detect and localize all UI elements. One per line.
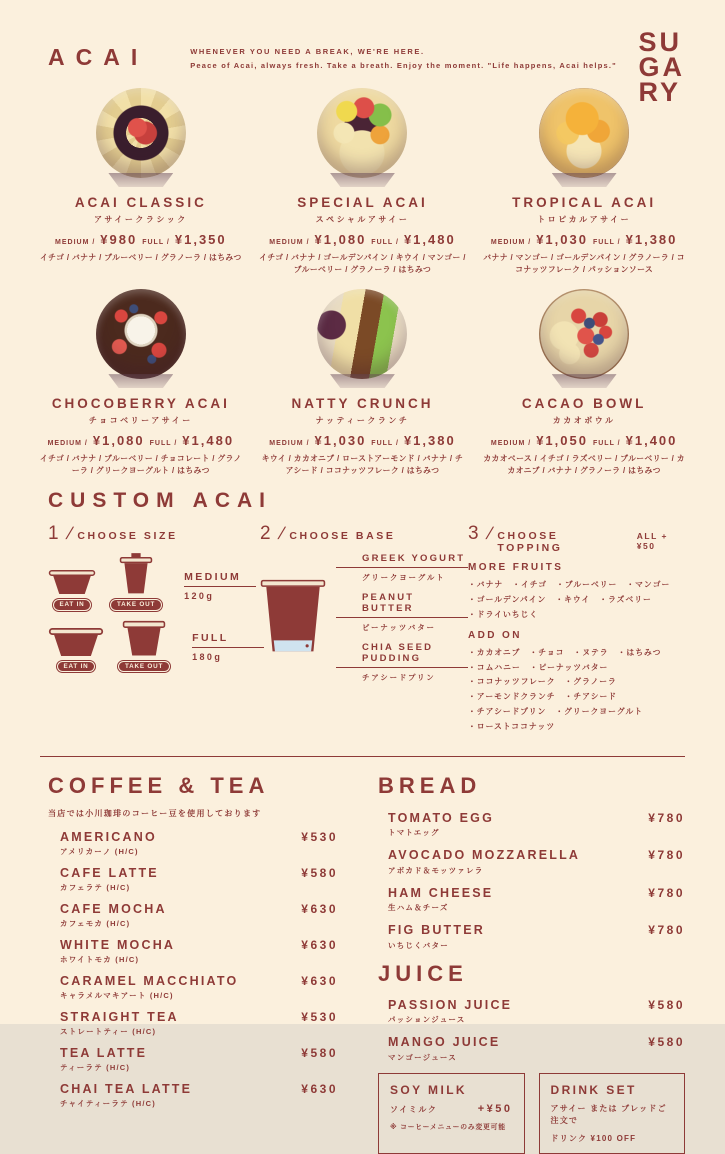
soy-milk-box xyxy=(378,1073,525,1154)
bread-title: BREAD xyxy=(378,772,482,798)
item-name: HAM CHEESE xyxy=(388,885,494,900)
item-prices xyxy=(252,232,474,247)
item-name-jp: トマトエッグ xyxy=(388,828,440,838)
coffee-beans-note: 当店では小川珈琲のコーヒー豆を使用しております xyxy=(48,808,262,818)
juice-section xyxy=(378,961,685,1063)
item-ingredients: バナナ / マンゴー / ゴールデンパイン / グラノーラ / ココナッツフレーク / パッションソース xyxy=(483,253,685,275)
item-price: ¥780 xyxy=(648,923,685,938)
item-price: ¥630 xyxy=(301,937,338,952)
connector-line xyxy=(336,567,468,568)
list-item xyxy=(378,848,685,876)
item-name: AVOCADO MOZZARELLA xyxy=(388,848,581,863)
medium-price: ¥1,080 xyxy=(92,433,145,449)
item-name: ACAI CLASSIC xyxy=(74,195,207,210)
item-price: ¥780 xyxy=(648,885,685,900)
tropical-acai-photo xyxy=(539,88,629,178)
acai-item-chocoberry xyxy=(30,286,252,477)
eat-in-bowl-icon xyxy=(48,569,96,595)
list-item xyxy=(48,1046,338,1074)
item-prices xyxy=(252,433,474,448)
tagline-line1: WHENEVER YOU NEED A BREAK, WE'RE HERE. xyxy=(190,47,425,56)
item-name-jp: アサイークラシック xyxy=(93,215,188,224)
page-title: ACAI xyxy=(48,44,149,70)
list-item xyxy=(48,866,338,894)
item-name-jp: カカオボウル xyxy=(552,416,616,426)
item-price: ¥580 xyxy=(301,865,338,880)
medium-label: MEDIUM / xyxy=(490,239,532,246)
item-price: ¥780 xyxy=(648,810,685,825)
connector-line xyxy=(336,617,468,618)
soy-milk-title: SOY MILK xyxy=(390,1082,467,1097)
eat-in-bowl-icon xyxy=(48,627,104,657)
item-name-jp: チャイティーラテ (H/C) xyxy=(60,1099,156,1109)
base-option-name-jp: グリークヨーグルト xyxy=(362,573,446,583)
drink-set-line2: ドリンク ¥100 OFF xyxy=(550,1133,637,1143)
item-name-jp: ストレートティー (H/C) xyxy=(60,1027,157,1037)
item-prices xyxy=(473,433,695,448)
item-name: STRAIGHT TEA xyxy=(60,1009,179,1024)
acai-item-classic xyxy=(30,85,252,276)
item-name-jp: アボカド＆モッツァレラ xyxy=(388,865,484,875)
list-item xyxy=(378,923,685,951)
item-name: AMERICANO xyxy=(60,829,157,844)
soy-milk-price: +¥50 xyxy=(477,1102,513,1115)
full-price: ¥1,380 xyxy=(625,232,678,247)
special-acai-photo xyxy=(317,88,407,178)
coffee-tea-title: COFFEE & TEA xyxy=(48,772,270,798)
take-out-cup-icon xyxy=(122,621,166,657)
step-label: CHOOSE SIZE xyxy=(77,530,178,543)
item-name-jp: チョコベリーアサイー xyxy=(88,416,193,426)
topping-price-note: ALL +¥50 xyxy=(636,531,668,552)
item-name-jp: ホワイトモカ (H/C) xyxy=(60,955,140,965)
item-ingredients: イチゴ / バナナ / ゴールデンパイン / キウイ / マンゴー / ブルーベリー / グラノーラ / はちみつ xyxy=(259,253,466,275)
connector-line xyxy=(336,667,468,668)
take-out-pill: TAKE OUT xyxy=(118,661,170,673)
item-price: ¥630 xyxy=(301,901,338,916)
bread-section xyxy=(378,773,685,951)
acai-item-tropical xyxy=(473,85,695,276)
acai-item-natty-crunch xyxy=(252,286,474,477)
item-ingredients: イチゴ / バナナ / ブルーベリー / グラノーラ / はちみつ xyxy=(39,253,242,262)
base-option-name-jp: ピーナッツバター xyxy=(362,623,436,633)
add-on-group xyxy=(468,630,685,735)
juice-title: JUICE xyxy=(378,960,468,986)
natty-crunch-photo xyxy=(317,289,407,379)
item-prices xyxy=(30,433,252,448)
full-label: FULL / xyxy=(592,239,621,246)
base-option-chia-seed-pudding xyxy=(336,642,468,683)
medium-price: ¥1,030 xyxy=(536,232,588,247)
item-price: ¥530 xyxy=(301,1009,338,1024)
step-choose-base xyxy=(260,523,468,741)
logo-line: RY xyxy=(638,77,682,108)
item-name: CHOCOBERRY ACAI xyxy=(51,396,230,412)
item-name-jp: 生ハム＆チーズ xyxy=(388,903,449,913)
soy-milk-note: ※ コーヒーメニューのみ変更可能 xyxy=(390,1123,506,1131)
list-item xyxy=(378,1035,685,1063)
base-option-peanut-butter xyxy=(336,592,468,633)
item-name: TEA LATTE xyxy=(60,1045,148,1060)
item-name: TOMATO EGG xyxy=(388,810,495,825)
acai-item-special xyxy=(252,85,474,276)
add-on-list: ・カカオニブ ・チョコ ・ヌテラ ・はちみつ ・コムハニー ・ピーナッツバター ・ココナッツフレーク ・グラノーラ ・アーモンドクランチ ・チアシード ・チアシードプリン ・グリークヨーグルト ・ローストココナッツ xyxy=(468,647,662,731)
step-slash: / xyxy=(483,524,495,544)
base-option-name: CHIA SEED PUDDING xyxy=(362,642,434,665)
custom-base-cup-icon xyxy=(260,579,326,653)
list-item xyxy=(378,998,685,1026)
item-prices xyxy=(30,232,252,247)
item-price: ¥580 xyxy=(648,1035,685,1050)
size-medium-label: MEDIUM xyxy=(184,571,256,587)
acai-item-cacao-bowl xyxy=(473,286,695,477)
item-name: SPECIAL ACAI xyxy=(297,195,428,210)
item-name: CHAI TEA LATTE xyxy=(60,1081,193,1096)
item-name: FIG BUTTER xyxy=(388,923,485,938)
base-option-name: PEANUT BUTTER xyxy=(362,592,415,615)
item-name: PASSION JUICE xyxy=(388,997,513,1012)
acai-menu-grid xyxy=(0,71,725,477)
header xyxy=(0,0,725,108)
item-name: CAFE LATTE xyxy=(60,865,159,880)
size-medium-weight: 120g xyxy=(184,590,215,601)
item-name: CARAMEL MACCHIATO xyxy=(60,973,239,988)
item-price: ¥630 xyxy=(301,973,338,988)
more-fruits-group xyxy=(468,562,685,622)
item-price: ¥530 xyxy=(301,829,338,844)
custom-acai-section xyxy=(0,477,725,741)
step-choose-size xyxy=(48,523,260,741)
item-name: CAFE MOCHA xyxy=(60,901,167,916)
item-name-jp: ナッティークランチ xyxy=(315,416,410,426)
size-row-full xyxy=(48,621,260,673)
item-name-jp: キャラメルマキアート (H/C) xyxy=(60,991,174,1001)
item-prices xyxy=(473,232,695,247)
list-item xyxy=(48,974,338,1002)
item-name: MANGO JUICE xyxy=(388,1035,501,1050)
step-number: 1 xyxy=(48,523,59,545)
item-name: WHITE MOCHA xyxy=(60,937,176,952)
item-price: ¥580 xyxy=(301,1045,338,1060)
item-name-jp: いちじくバター xyxy=(388,940,449,950)
drink-set-line1: アサイー または ブレッドご注文で xyxy=(550,1103,667,1125)
list-item xyxy=(48,830,338,858)
item-name-jp: マンゴージュース xyxy=(388,1052,457,1062)
item-price: ¥780 xyxy=(648,848,685,863)
list-item xyxy=(48,902,338,930)
full-label: FULL / xyxy=(149,440,178,448)
full-price: ¥1,480 xyxy=(403,232,456,247)
item-name-jp: トロピカルアサイー xyxy=(537,215,632,224)
more-fruits-list: ・バナナ ・イチゴ ・ブルーベリー ・マンゴー ・ゴールデンパイン ・キウイ ・ラズベリー ・ドライいちじく xyxy=(468,580,671,619)
medium-label: MEDIUM / xyxy=(490,440,532,448)
item-ingredients: キウイ / カカオニブ / ローストアーモンド / バナナ / チアシード / ココナッツフレーク / はちみつ xyxy=(261,454,464,476)
step-number: 2 xyxy=(260,523,271,545)
group-title: ADD ON xyxy=(468,629,522,641)
list-item xyxy=(48,1082,338,1110)
full-label: FULL / xyxy=(592,440,621,448)
list-item xyxy=(378,811,685,839)
custom-acai-title: CUSTOM ACAI xyxy=(48,489,272,513)
tagline-line2: Peace of Acai, always fresh. Take a breath. Enjoy the moment. "Life happens, Acai helps." xyxy=(190,61,617,70)
item-name-jp: アメリカーノ (H/C) xyxy=(60,847,139,857)
medium-label: MEDIUM / xyxy=(55,239,96,246)
full-price: ¥1,350 xyxy=(174,232,227,247)
item-name-jp: ティーラテ (H/C) xyxy=(60,1063,131,1073)
medium-price: ¥1,050 xyxy=(536,433,588,449)
item-ingredients: イチゴ / バナナ / ブルーベリー / チョコレート / グラノーラ / グリークヨーグルト / はちみつ xyxy=(39,454,242,476)
full-price: ¥1,400 xyxy=(625,433,678,449)
medium-price: ¥1,080 xyxy=(314,232,367,247)
logo-line: GA xyxy=(638,52,685,83)
item-name-jp: カフェモカ (H/C) xyxy=(60,919,131,929)
medium-price: ¥1,030 xyxy=(314,433,367,449)
logo-line: SU xyxy=(638,27,683,57)
list-item xyxy=(378,886,685,914)
base-option-greek-yogurt xyxy=(336,553,468,583)
drink-set-box xyxy=(539,1073,686,1154)
eat-in-pill: EAT IN xyxy=(57,661,96,673)
size-full-weight: 180g xyxy=(192,652,223,663)
drink-set-title: DRINK SET xyxy=(550,1082,637,1097)
step-slash: / xyxy=(63,524,75,544)
list-item xyxy=(48,1010,338,1038)
step-label: CHOOSE TOPPING xyxy=(497,530,563,555)
step-number: 3 xyxy=(468,523,479,545)
item-name: CACAO BOWL xyxy=(521,396,647,412)
item-name-jp: スペシャルアサイー xyxy=(315,215,410,224)
size-row-medium xyxy=(48,553,260,611)
item-name-jp: カフェラテ (H/C) xyxy=(60,883,131,893)
item-name: TROPICAL ACAI xyxy=(512,195,657,210)
take-out-cup-icon xyxy=(119,553,153,595)
medium-price: ¥980 xyxy=(100,232,138,247)
medium-label: MEDIUM / xyxy=(269,239,310,246)
cacao-bowl-photo xyxy=(539,289,629,379)
chocoberry-acai-photo xyxy=(96,289,186,379)
item-ingredients: カカオベース / イチゴ / ラズベリー / ブルーベリー / カカオニブ / バナナ / グラノーラ / はちみつ xyxy=(483,454,685,476)
size-full-label: FULL xyxy=(192,632,264,648)
take-out-pill: TAKE OUT xyxy=(110,599,162,611)
medium-label: MEDIUM / xyxy=(269,440,310,448)
full-label: FULL / xyxy=(371,239,399,246)
eat-in-pill: EAT IN xyxy=(53,599,92,611)
coffee-tea-section xyxy=(48,773,338,1154)
full-label: FULL / xyxy=(142,239,170,246)
step-slash: / xyxy=(275,524,287,544)
acai-classic-photo xyxy=(96,88,186,178)
soy-milk-jp: ソイミルク xyxy=(390,1104,438,1114)
medium-label: MEDIUM / xyxy=(47,440,88,448)
step-label: CHOOSE BASE xyxy=(289,530,396,543)
full-price: ¥1,480 xyxy=(182,433,235,449)
full-price: ¥1,380 xyxy=(403,433,456,449)
tagline xyxy=(190,47,617,70)
step-choose-topping xyxy=(468,523,685,741)
item-price: ¥630 xyxy=(301,1081,338,1096)
base-option-name: GREEK YOGURT xyxy=(362,553,466,565)
sugary-logo xyxy=(638,27,686,108)
group-title: MORE FRUITS xyxy=(468,562,564,574)
item-price: ¥580 xyxy=(648,997,685,1012)
list-item xyxy=(48,938,338,966)
base-option-name-jp: チアシードプリン xyxy=(362,673,436,683)
full-label: FULL / xyxy=(371,440,399,448)
item-name-jp: パッションジュース xyxy=(388,1015,466,1025)
item-name: NATTY CRUNCH xyxy=(291,396,434,412)
